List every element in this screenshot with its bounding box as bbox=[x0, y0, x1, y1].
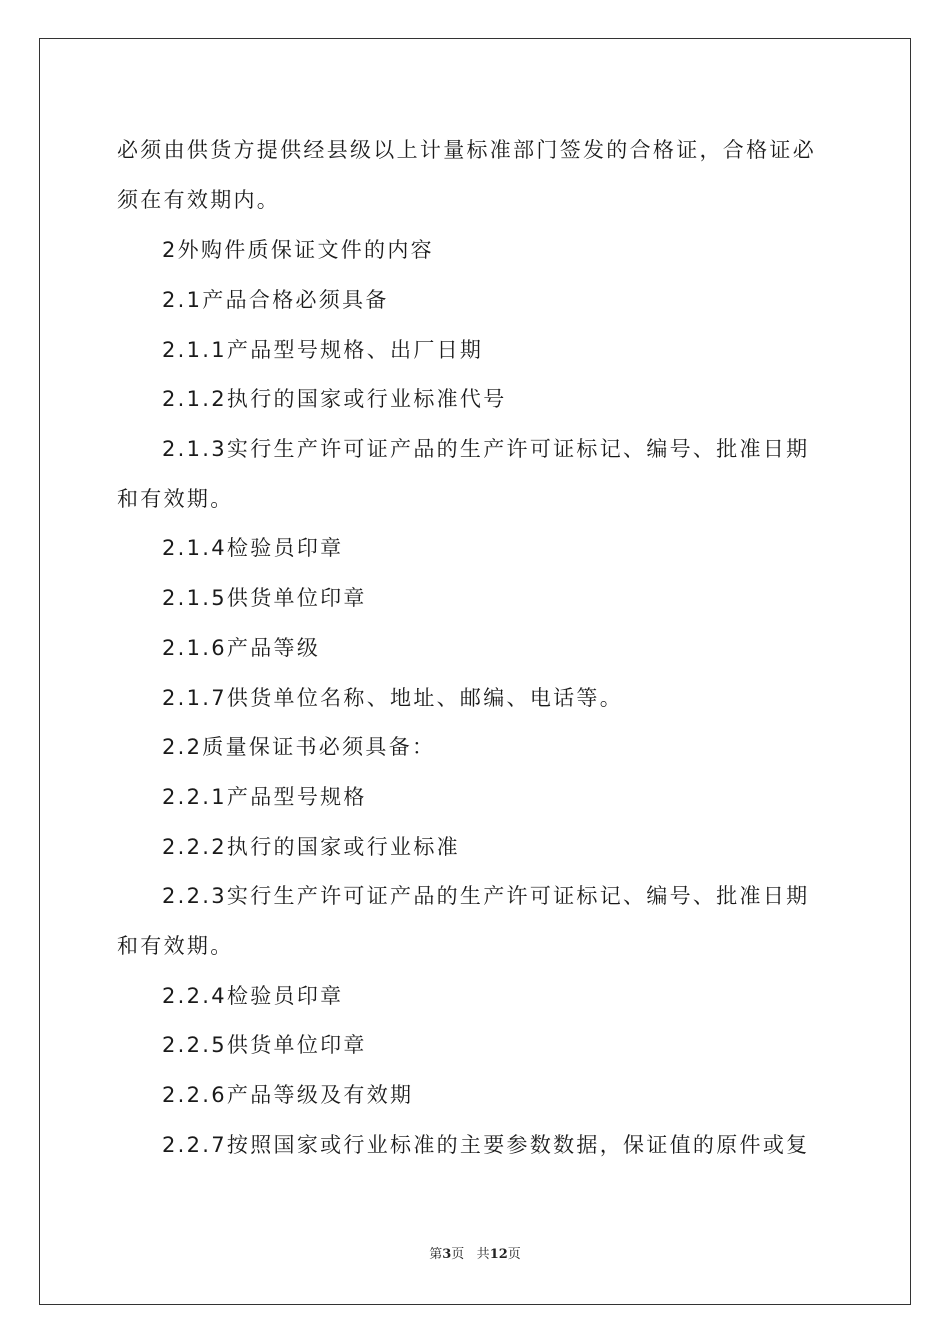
subsection-heading: 2.2质量保证书必须具备： bbox=[162, 735, 436, 759]
list-item: 2.2.6产品等级及有效期 bbox=[162, 1083, 414, 1107]
list-item: 2.1.2执行的国家或行业标准代号 bbox=[162, 387, 507, 411]
list-item: 2.1.6产品等级 bbox=[162, 636, 321, 660]
list-item: 2.2.3实行生产许可证产品的生产许可证标记、编号、批准日期 bbox=[162, 884, 810, 908]
list-item: 2.1.5供货单位印章 bbox=[162, 586, 367, 610]
list-item-continuation: 和有效期。 bbox=[117, 934, 234, 958]
page-footer bbox=[0, 1247, 950, 1263]
list-item: 2.1.4检验员印章 bbox=[162, 536, 344, 560]
page-prefix: 第 bbox=[429, 1247, 443, 1262]
list-item: 2.2.5供货单位印章 bbox=[162, 1033, 367, 1057]
paragraph-line: 必须由供货方提供经县级以上计量标准部门签发的合格证，合格证必 bbox=[117, 138, 816, 162]
list-item: 2.1.1产品型号规格、出厂日期 bbox=[162, 338, 484, 362]
total-prefix: 共 bbox=[476, 1247, 490, 1262]
list-item-continuation: 和有效期。 bbox=[117, 487, 234, 511]
paragraph-line: 须在有效期内。 bbox=[117, 188, 281, 212]
subsection-heading: 2.1产品合格必须具备 bbox=[162, 288, 389, 312]
list-item: 2.1.3实行生产许可证产品的生产许可证标记、编号、批准日期 bbox=[162, 437, 810, 461]
page-suffix: 页 bbox=[451, 1247, 465, 1262]
list-item: 2.2.1产品型号规格 bbox=[162, 785, 367, 809]
total-suffix: 页 bbox=[507, 1247, 521, 1262]
section-heading: 2外购件质保证文件的内容 bbox=[162, 238, 434, 262]
list-item: 2.1.7供货单位名称、地址、邮编、电话等。 bbox=[162, 686, 624, 710]
list-item: 2.2.7按照国家或行业标准的主要参数数据，保证值的原件或复 bbox=[162, 1133, 810, 1157]
page-frame bbox=[39, 38, 911, 1305]
list-item: 2.2.2执行的国家或行业标准 bbox=[162, 835, 460, 859]
page-number: 3 bbox=[442, 1247, 452, 1262]
total-pages: 12 bbox=[489, 1247, 508, 1262]
list-item: 2.2.4检验员印章 bbox=[162, 984, 344, 1008]
